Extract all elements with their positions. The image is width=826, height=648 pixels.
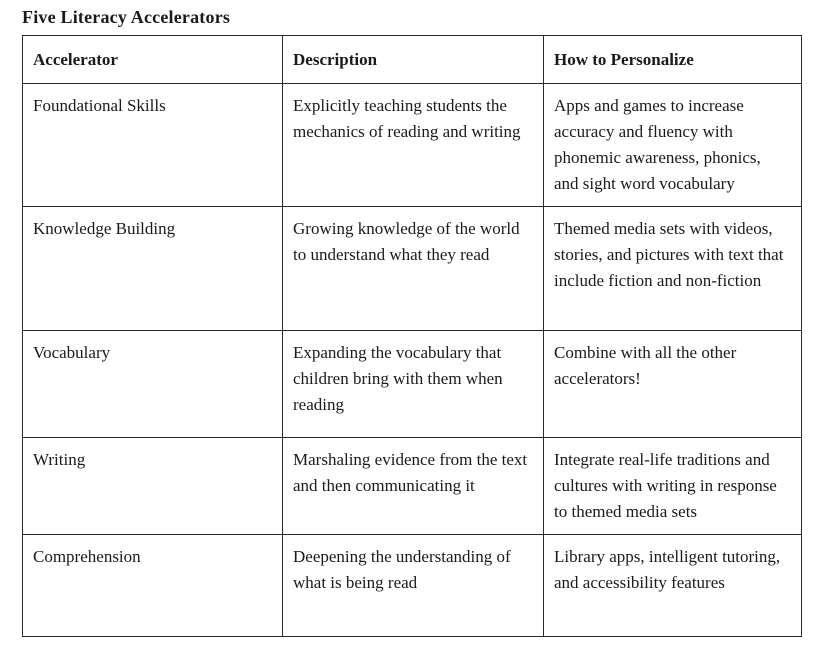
column-header-accelerator: Accelerator [23,36,283,84]
cell-personalize: Apps and games to increase accuracy and fluency with phonemic awareness, phonics, and sight word vocabulary [544,84,802,207]
cell-personalize: Themed media sets with videos, stories, and pictures with text that include fiction and non-fiction [544,207,802,331]
accelerators-table [22,35,802,637]
cell-description: Explicitly teaching students the mechanics of reading and writing [283,84,544,207]
column-header-description: Description [283,36,544,84]
table-header-row [23,36,802,84]
cell-accelerator: Knowledge Building [23,207,283,331]
cell-description: Expanding the vocabulary that children bring with them when reading [283,331,544,438]
table-row [23,331,802,438]
table-row [23,535,802,637]
table-row [23,438,802,535]
table-row [23,207,802,331]
page-title: Five Literacy Accelerators [22,7,231,27]
cell-description: Deepening the understanding of what is being read [283,535,544,637]
cell-accelerator: Foundational Skills [23,84,283,207]
column-header-how-to-personalize: How to Personalize [544,36,802,84]
cell-personalize: Integrate real-life traditions and cultures with writing in response to themed media sets [544,438,802,535]
cell-description: Marshaling evidence from the text and then communicating it [283,438,544,535]
cell-personalize: Library apps, intelligent tutoring, and accessibility features [544,535,802,637]
cell-accelerator: Vocabulary [23,331,283,438]
cell-description: Growing knowledge of the world to understand what they read [283,207,544,331]
table-row [23,84,802,207]
cell-personalize: Combine with all the other accelerators! [544,331,802,438]
cell-accelerator: Comprehension [23,535,283,637]
cell-accelerator: Writing [23,438,283,535]
